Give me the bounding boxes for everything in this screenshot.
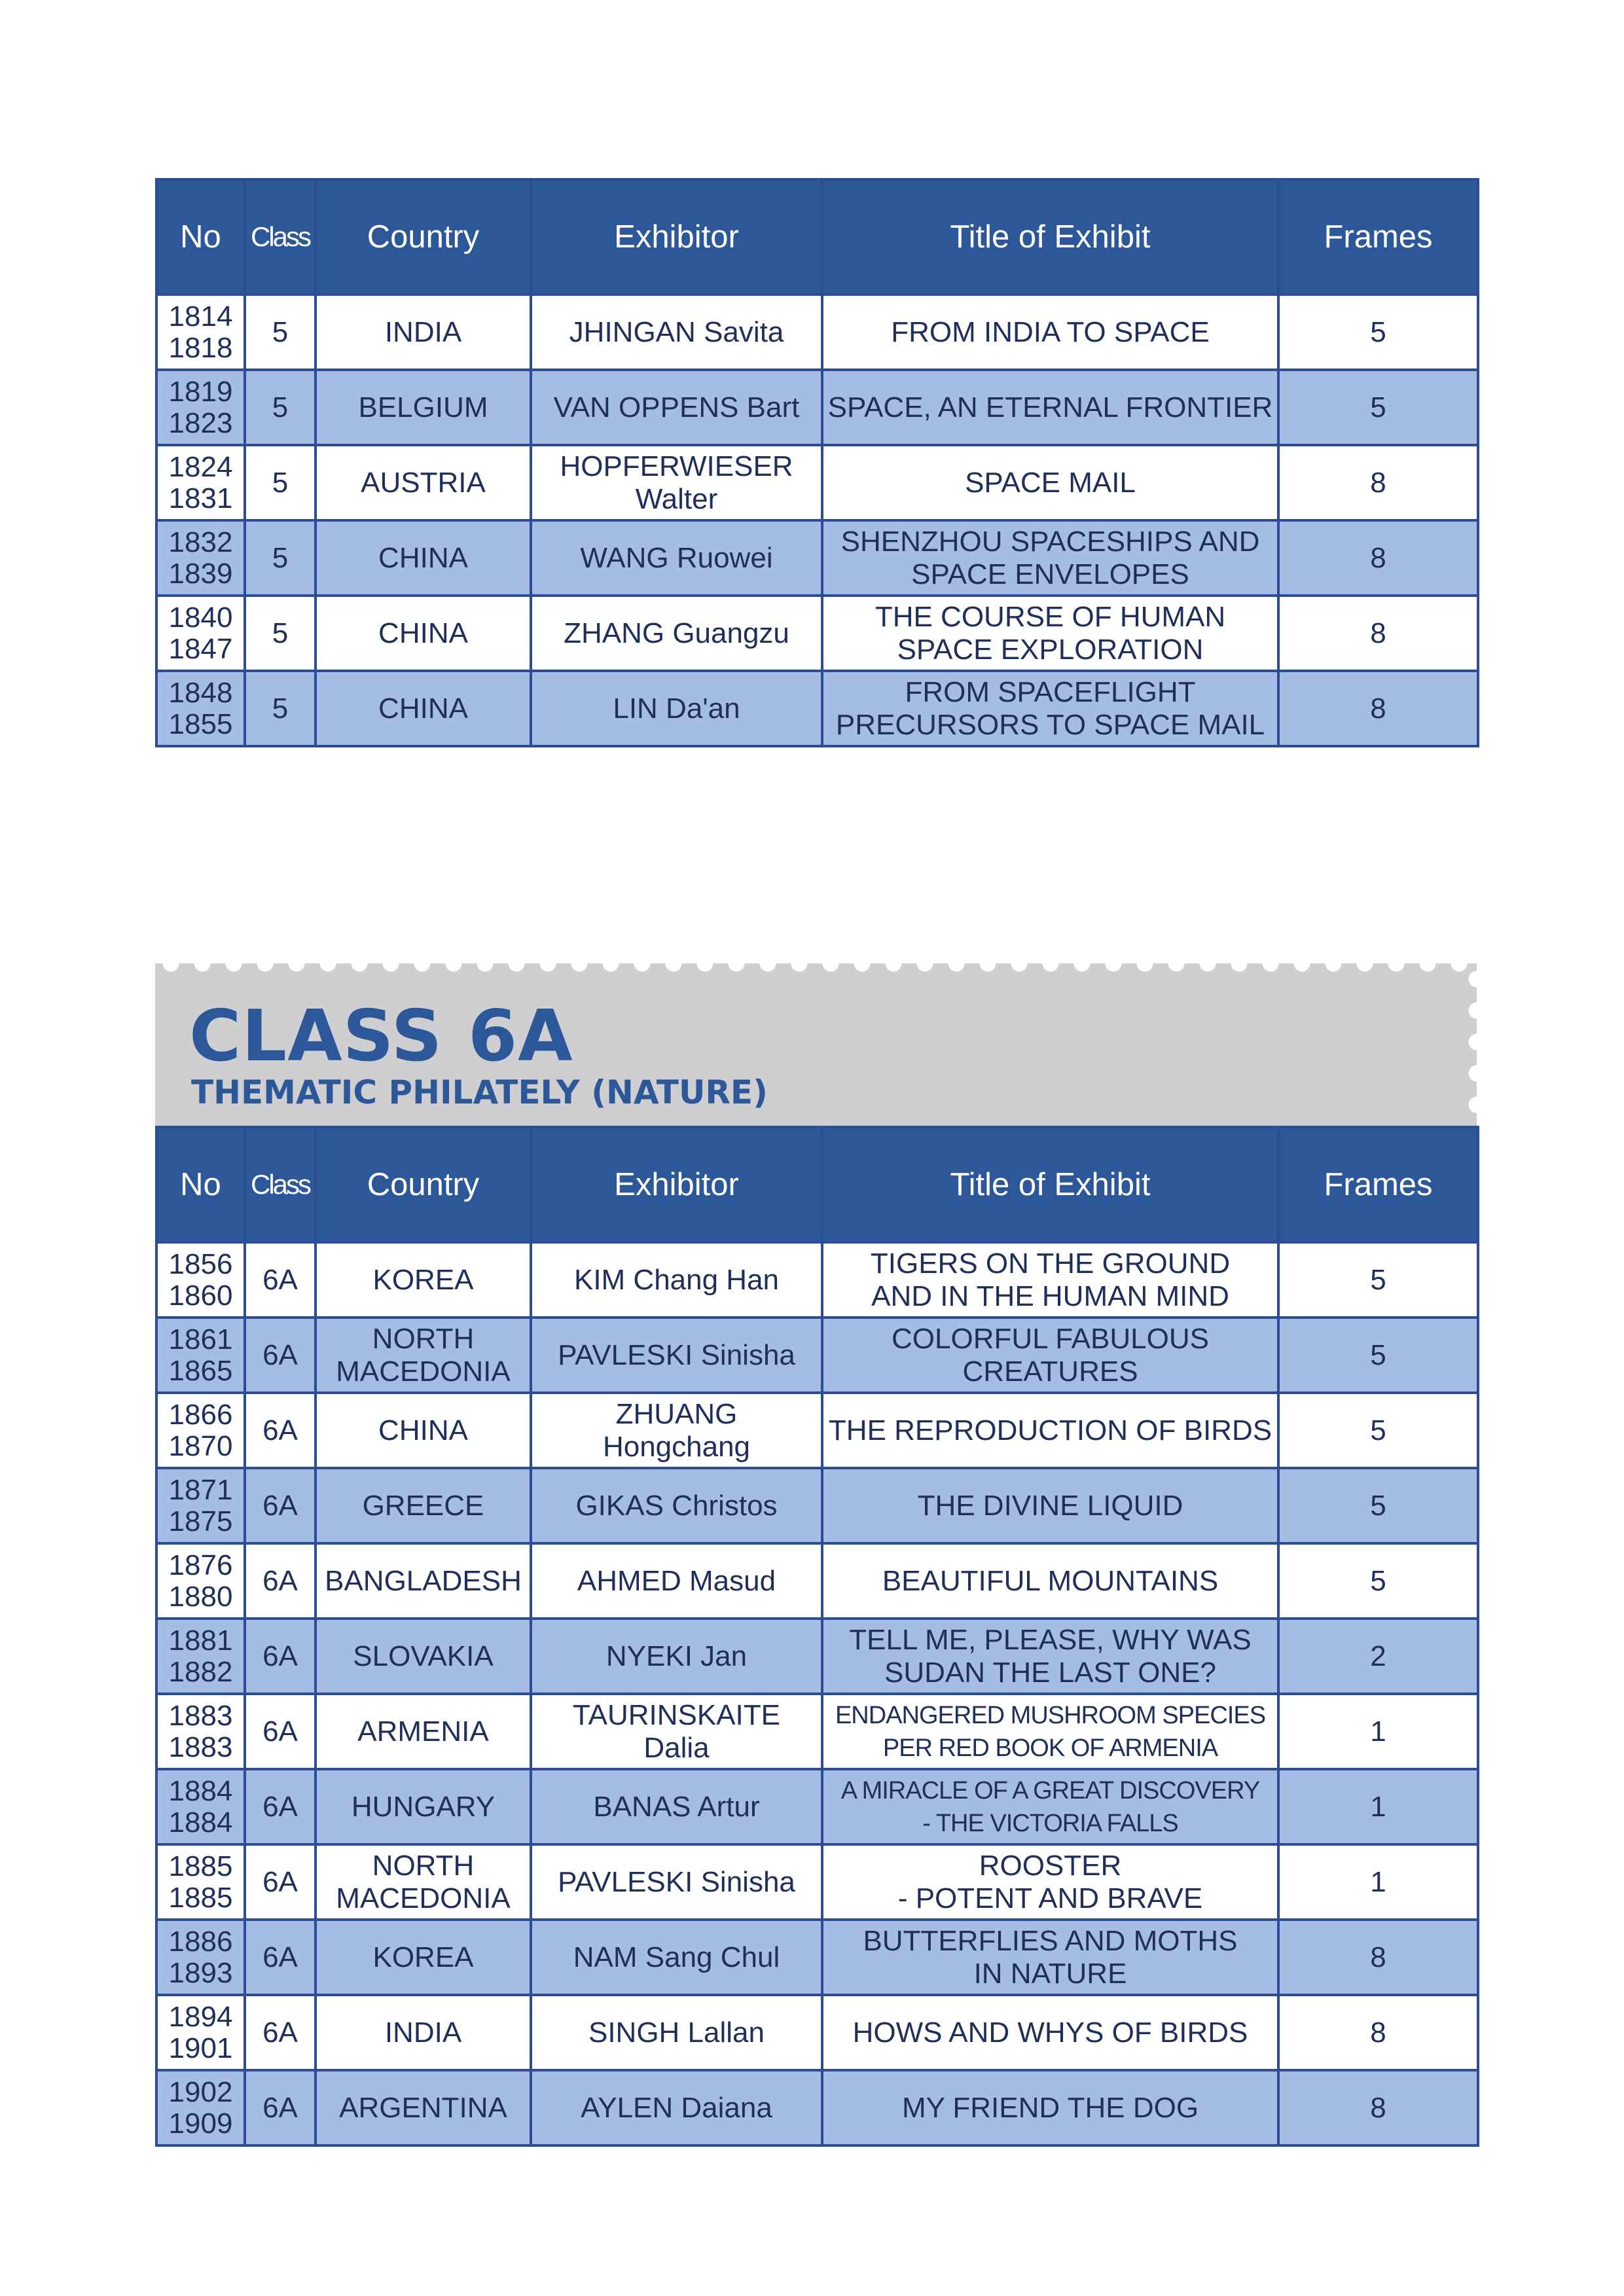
cell-title: BEAUTIFUL MOUNTAINS [822, 1543, 1278, 1619]
cell-no: 1881 1882 [156, 1619, 245, 1694]
cell-no: 1886 1893 [156, 1920, 245, 1995]
cell-country: INDIA [316, 295, 531, 370]
cell-class: 6A [245, 1694, 316, 1769]
cell-frames: 8 [1278, 1995, 1478, 2070]
stamp-perforation-right [1467, 963, 1477, 1126]
cell-title: FROM INDIA TO SPACE [822, 295, 1278, 370]
cell-frames: 5 [1278, 1393, 1478, 1468]
cell-no: 1866 1870 [156, 1393, 245, 1468]
cell-frames: 8 [1278, 596, 1478, 671]
header-country: Country [316, 179, 531, 295]
cell-class: 6A [245, 1318, 316, 1393]
cell-title: THE DIVINE LIQUID [822, 1468, 1278, 1543]
cell-country: BELGIUM [316, 370, 531, 445]
cell-country: ARMENIA [316, 1694, 531, 1769]
cell-class: 6A [245, 1468, 316, 1543]
cell-exhibitor: ZHUANG Hongchang [531, 1393, 822, 1468]
cell-no: 1848 1855 [156, 671, 245, 746]
cell-frames: 1 [1278, 1769, 1478, 1844]
cell-class: 6A [245, 1995, 316, 2070]
table-row [156, 1844, 1478, 1920]
cell-class: 5 [245, 520, 316, 596]
cell-class: 5 [245, 671, 316, 746]
table-row [156, 1543, 1478, 1619]
table-row [156, 370, 1478, 445]
cell-country: CHINA [316, 1393, 531, 1468]
table-header-row [156, 1127, 1478, 1242]
cell-title: ROOSTER - POTENT AND BRAVE [822, 1844, 1278, 1920]
cell-frames: 5 [1278, 1543, 1478, 1619]
cell-country: CHINA [316, 596, 531, 671]
table-row [156, 1242, 1478, 1318]
cell-no: 1824 1831 [156, 445, 245, 520]
cell-frames: 5 [1278, 370, 1478, 445]
cell-country: KOREA [316, 1920, 531, 1995]
header-title: Title of Exhibit [822, 1127, 1278, 1242]
cell-exhibitor: GIKAS Christos [531, 1468, 822, 1543]
cell-no: 1832 1839 [156, 520, 245, 596]
table-row [156, 295, 1478, 370]
cell-title: COLORFUL FABULOUS CREATURES [822, 1318, 1278, 1393]
table-row [156, 1694, 1478, 1769]
cell-exhibitor: JHINGAN Savita [531, 295, 822, 370]
table-row [156, 1393, 1478, 1468]
table-row [156, 520, 1478, 596]
cell-exhibitor: HOPFERWIESER Walter [531, 445, 822, 520]
cell-exhibitor: VAN OPPENS Bart [531, 370, 822, 445]
cell-title: SHENZHOU SPACESHIPS AND SPACE ENVELOPES [822, 520, 1278, 596]
cell-country: INDIA [316, 1995, 531, 2070]
cell-country: KOREA [316, 1242, 531, 1318]
cell-frames: 8 [1278, 2070, 1478, 2145]
cell-class: 6A [245, 1543, 316, 1619]
cell-no: 1856 1860 [156, 1242, 245, 1318]
header-class: Class [245, 179, 316, 295]
cell-exhibitor: AHMED Masud [531, 1543, 822, 1619]
cell-class: 5 [245, 445, 316, 520]
cell-no: 1814 1818 [156, 295, 245, 370]
cell-title: MY FRIEND THE DOG [822, 2070, 1278, 2145]
cell-no: 1884 1884 [156, 1769, 245, 1844]
cell-title: ENDANGERED MUSHROOM SPECIES PER RED BOOK OF ARMENIA [822, 1694, 1278, 1769]
cell-frames: 1 [1278, 1844, 1478, 1920]
cell-class: 6A [245, 1619, 316, 1694]
cell-country: GREECE [316, 1468, 531, 1543]
cell-exhibitor: AYLEN Daiana [531, 2070, 822, 2145]
header-country: Country [316, 1127, 531, 1242]
exhibits-table-class-5 [155, 178, 1479, 747]
exhibits-table-class-6a [155, 1126, 1479, 2147]
header-frames: Frames [1278, 179, 1478, 295]
cell-title: HOWS AND WHYS OF BIRDS [822, 1995, 1278, 2070]
cell-exhibitor: KIM Chang Han [531, 1242, 822, 1318]
table-row [156, 1920, 1478, 1995]
table-row [156, 2070, 1478, 2145]
table-row [156, 1995, 1478, 2070]
table-row [156, 445, 1478, 520]
cell-class: 6A [245, 1393, 316, 1468]
cell-frames: 8 [1278, 445, 1478, 520]
cell-title: TELL ME, PLEASE, WHY WAS SUDAN THE LAST ONE? [822, 1619, 1278, 1694]
cell-title: TIGERS ON THE GROUND AND IN THE HUMAN MIND [822, 1242, 1278, 1318]
cell-frames: 1 [1278, 1694, 1478, 1769]
cell-country: AUSTRIA [316, 445, 531, 520]
cell-no: 1840 1847 [156, 596, 245, 671]
cell-exhibitor: NYEKI Jan [531, 1619, 822, 1694]
cell-class: 6A [245, 1920, 316, 1995]
cell-no: 1894 1901 [156, 1995, 245, 2070]
header-class: Class [245, 1127, 316, 1242]
section-subtitle: THEMATIC PHILATELY (NATURE) [191, 1073, 768, 1111]
cell-no: 1902 1909 [156, 2070, 245, 2145]
cell-title: SPACE, AN ETERNAL FRONTIER [822, 370, 1278, 445]
cell-frames: 5 [1278, 1318, 1478, 1393]
cell-no: 1876 1880 [156, 1543, 245, 1619]
cell-class: 5 [245, 295, 316, 370]
table-row [156, 596, 1478, 671]
cell-frames: 5 [1278, 1242, 1478, 1318]
cell-exhibitor: BANAS Artur [531, 1769, 822, 1844]
table-row [156, 1619, 1478, 1694]
cell-country: CHINA [316, 671, 531, 746]
header-no: No [156, 179, 245, 295]
cell-class: 6A [245, 1844, 316, 1920]
cell-exhibitor: NAM Sang Chul [531, 1920, 822, 1995]
cell-class: 6A [245, 1242, 316, 1318]
cell-exhibitor: SINGH Lallan [531, 1995, 822, 2070]
cell-exhibitor: TAURINSKAITE Dalia [531, 1694, 822, 1769]
cell-frames: 8 [1278, 1920, 1478, 1995]
cell-country: NORTH MACEDONIA [316, 1844, 531, 1920]
cell-exhibitor: WANG Ruowei [531, 520, 822, 596]
header-title: Title of Exhibit [822, 179, 1278, 295]
cell-title: SPACE MAIL [822, 445, 1278, 520]
cell-class: 5 [245, 370, 316, 445]
cell-class: 6A [245, 1769, 316, 1844]
cell-frames: 5 [1278, 295, 1478, 370]
cell-no: 1871 1875 [156, 1468, 245, 1543]
cell-country: SLOVAKIA [316, 1619, 531, 1694]
cell-country: HUNGARY [316, 1769, 531, 1844]
table-header-row [156, 179, 1478, 295]
header-exhibitor: Exhibitor [531, 179, 822, 295]
cell-frames: 8 [1278, 671, 1478, 746]
header-frames: Frames [1278, 1127, 1478, 1242]
cell-frames: 2 [1278, 1619, 1478, 1694]
cell-no: 1885 1885 [156, 1844, 245, 1920]
cell-title: A MIRACLE OF A GREAT DISCOVERY - THE VICTORIA FALLS [822, 1769, 1278, 1844]
cell-title: THE COURSE OF HUMAN SPACE EXPLORATION [822, 596, 1278, 671]
header-exhibitor: Exhibitor [531, 1127, 822, 1242]
cell-no: 1883 1883 [156, 1694, 245, 1769]
cell-class: 5 [245, 596, 316, 671]
table-row [156, 671, 1478, 746]
cell-frames: 5 [1278, 1468, 1478, 1543]
cell-no: 1861 1865 [156, 1318, 245, 1393]
cell-frames: 8 [1278, 520, 1478, 596]
cell-no: 1819 1823 [156, 370, 245, 445]
cell-country: NORTH MACEDONIA [316, 1318, 531, 1393]
cell-country: ARGENTINA [316, 2070, 531, 2145]
stamp-perforation-top [155, 963, 1477, 973]
cell-exhibitor: LIN Da'an [531, 671, 822, 746]
class-6a-banner [155, 963, 1477, 1126]
cell-exhibitor: PAVLESKI Sinisha [531, 1318, 822, 1393]
cell-title: THE REPRODUCTION OF BIRDS [822, 1393, 1278, 1468]
table-row [156, 1769, 1478, 1844]
cell-class: 6A [245, 2070, 316, 2145]
cell-exhibitor: ZHANG Guangzu [531, 596, 822, 671]
cell-title: FROM SPACEFLIGHT PRECURSORS TO SPACE MAIL [822, 671, 1278, 746]
table-row [156, 1318, 1478, 1393]
cell-title: BUTTERFLIES AND MOTHS IN NATURE [822, 1920, 1278, 1995]
table-row [156, 1468, 1478, 1543]
cell-country: CHINA [316, 520, 531, 596]
cell-country: BANGLADESH [316, 1543, 531, 1619]
header-no: No [156, 1127, 245, 1242]
cell-exhibitor: PAVLESKI Sinisha [531, 1844, 822, 1920]
section-title: CLASS 6A [189, 996, 573, 1077]
